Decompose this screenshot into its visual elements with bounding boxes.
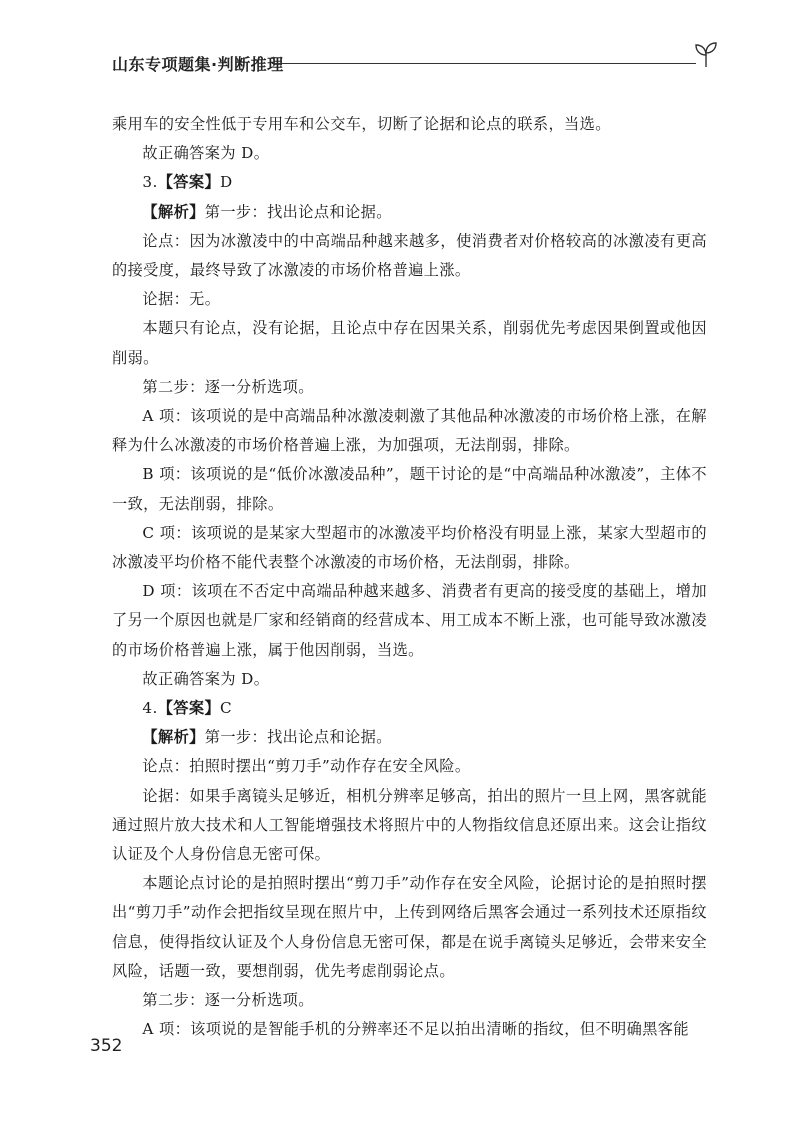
q3-step1: 第一步：找出论点和论据。 [204,202,392,221]
q4-argument: 论点：拍照时摆出“剪刀手”动作存在安全风险。 [142,757,471,776]
q4-step1: 第一步：找出论点和论据。 [204,728,392,747]
q3-option-c: C 项：该项说的是某家大型超市的冰激凌平均价格没有明显上涨，某家大型超市的冰激凌平均价格不能代表整个冰激凌的市场价格，无法削弱，排除。 [112,523,707,572]
q4-step2: 第二步：逐一分析选项。 [142,991,314,1010]
q4-note: 本题论点讨论的是拍照时摆出“剪刀手”动作存在安全风险，论据讨论的是拍照时摆出“剪刀手”动作会把指纹呈现在照片中，上传到网络后黑客会通过一系列技术还原指纹信息，使得指纹认证及个人身份信息无密可保，都是在说手离镜头足够近，会带来安全风险，话题一致，要想削弱，优先考虑削弱论点。 [112,874,707,980]
running-header [112,48,718,78]
q3-evidence: 论据：无。 [142,290,221,309]
q3-note: 本题只有论点，没有论据，且论点中存在因果关系，削弱优先考虑因果倒置或他因削弱。 [112,319,707,367]
q3-step2: 第二步：逐一分析选项。 [142,377,314,396]
q4-number: 4. [142,699,158,718]
q4-option-a: A 项：该项说的是智能手机的分辨率还不足以拍出清晰的指纹，但不明确黑客能 [142,1020,689,1039]
sprout-icon [694,42,718,68]
q3-answer: D [220,173,233,192]
q4-analysis-line [112,723,707,752]
header-rule [272,63,696,64]
q2-conclusion: 故正确答案为 D。 [142,144,270,163]
q4-analysis-tag: 【解析】 [142,728,205,747]
q3-conclusion: 故正确答案为 D。 [142,669,270,688]
q3-option-d: D 项：该项在不否定中高端品种越来越多、消费者有更高的接受度的基础上，增加了另一个原因也就是厂家和经销商的经营成本、用工成本不断上涨，也可能导致冰激凌的市场价格普遍上涨，属于他因削弱，当选。 [112,582,707,659]
header-title: 山东专项题集·判断推理 [112,55,284,74]
q4-evidence: 论据：如果手离镜头足够近，相机分辨率足够高，拍出的照片一旦上网，黑客就能通过照片放大技术和人工智能增强技术将照片中的人物指纹信息还原出来。这会让指纹认证及个人身份信息无密可保。 [112,786,707,864]
q3-answer-line [112,168,707,197]
q4-answer-tag: 【答案】 [157,699,221,718]
q3-analysis-line [112,198,707,227]
q3-number: 3. [142,173,158,192]
q3-option-b: B 项：该项说的是“低价冰激凌品种”，题干讨论的是“中高端品种冰激凌”，主体不一致，无法削弱，排除。 [112,465,707,513]
q3-analysis-tag: 【解析】 [142,202,205,221]
q4-answer-line [112,694,707,723]
q3-option-a: A 项：该项说的是中高端品种冰激凌刺激了其他品种冰激凌的市场价格上涨，在解释为什么冰激凌的市场价格普遍上涨，为加强项，无法削弱，排除。 [112,407,707,455]
paragraph-continuation: 乘用车的安全性低于专用车和公交车，切断了论据和论点的联系，当选。 [112,115,611,133]
page-body [112,110,707,1045]
page-number: 352 [90,1036,123,1056]
q3-argument: 论点：因为冰激凌中的中高端品种越来越多，使消费者对价格较高的冰激凌有更高的接受度，最终导致了冰激凌的市场价格普遍上涨。 [112,231,707,280]
q4-answer: C [220,699,233,718]
q3-answer-tag: 【答案】 [157,173,221,192]
